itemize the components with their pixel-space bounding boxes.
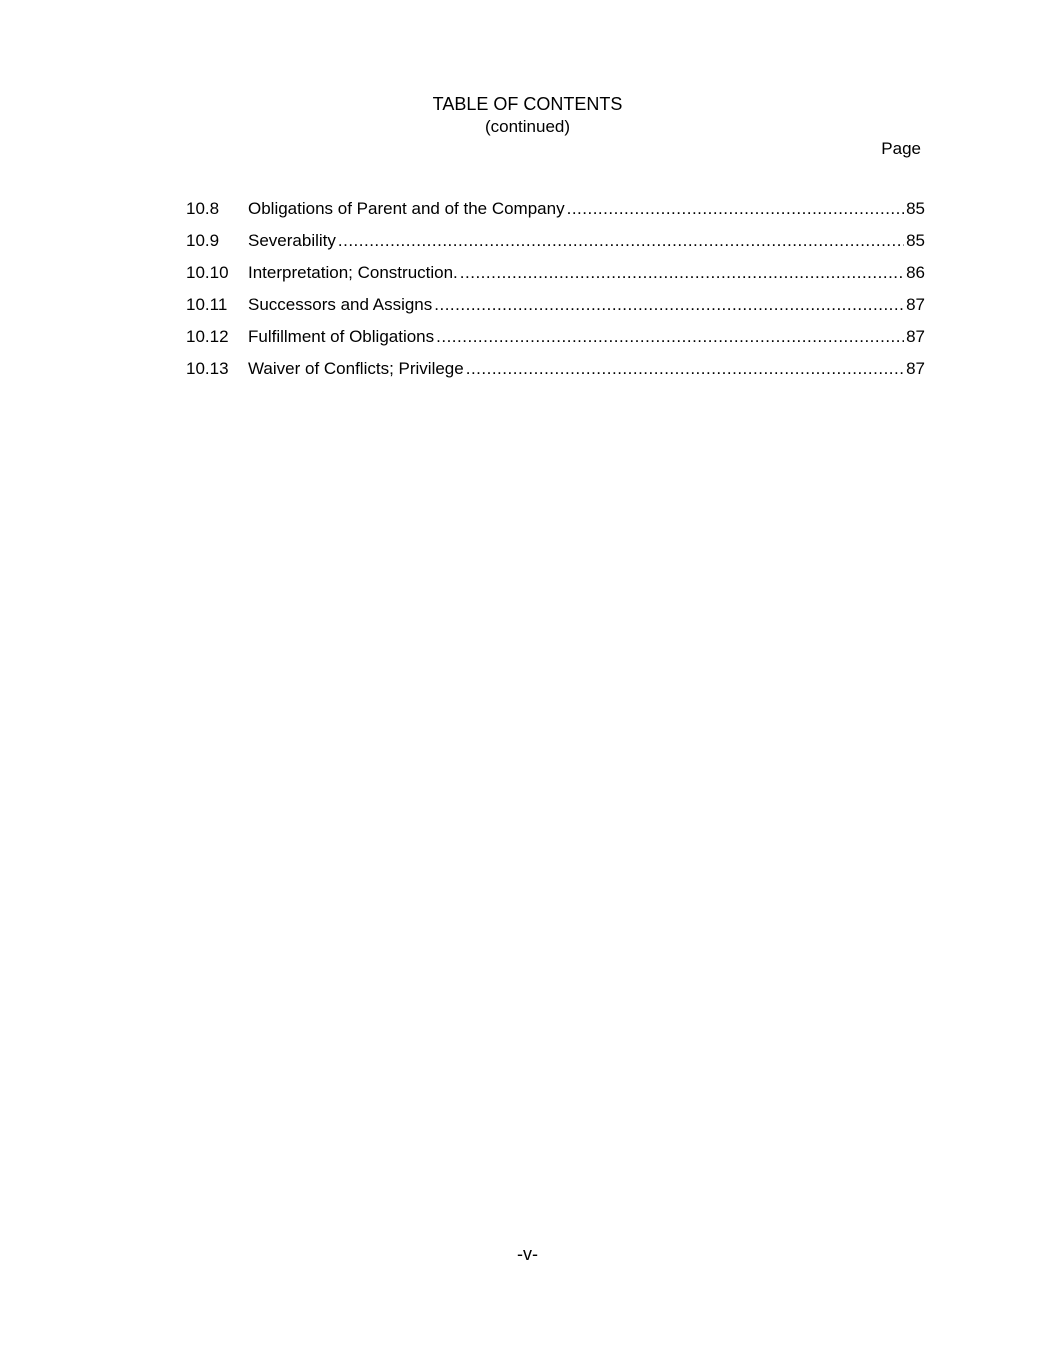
toc-entry-10-11[interactable] bbox=[186, 293, 925, 325]
toc-entry-body bbox=[248, 357, 925, 381]
toc-entry-10-8[interactable] bbox=[186, 197, 925, 229]
toc-entry-number: 10.12 bbox=[186, 327, 229, 346]
toc-entry-body bbox=[248, 293, 925, 317]
toc-entry-body bbox=[248, 325, 925, 349]
toc-entry-number: 10.13 bbox=[186, 359, 229, 378]
toc-entry-body bbox=[248, 197, 925, 221]
toc-entry-10-9[interactable] bbox=[186, 229, 925, 261]
page-number-footer: -v- bbox=[517, 1244, 538, 1264]
toc-entry-body bbox=[248, 261, 925, 285]
toc-entry-title[interactable]: Obligations of Parent and of the Company bbox=[248, 199, 565, 218]
toc-entry-10-10[interactable] bbox=[186, 261, 925, 293]
dot-leader bbox=[466, 357, 904, 381]
toc-subtitle: (continued) bbox=[484, 117, 571, 136]
toc-entry-page[interactable]: 86 bbox=[906, 263, 925, 282]
dot-leader bbox=[436, 325, 904, 349]
dot-leader bbox=[434, 293, 904, 317]
toc-entry-number: 10.11 bbox=[186, 295, 228, 314]
dot-leader bbox=[567, 197, 904, 221]
toc-entry-title[interactable]: Fulfillment of Obligations bbox=[248, 327, 435, 346]
toc-entry-title[interactable]: Successors and Assigns bbox=[248, 295, 433, 314]
toc-entry-page[interactable]: 85 bbox=[906, 231, 925, 250]
toc-entry-body bbox=[248, 229, 925, 253]
page-column-label: Page bbox=[881, 139, 921, 158]
toc-entry-page[interactable]: 87 bbox=[906, 327, 925, 346]
toc-title: TABLE OF CONTENTS bbox=[432, 94, 623, 114]
toc-entry-10-13[interactable] bbox=[186, 357, 925, 389]
dot-leader bbox=[338, 229, 904, 253]
toc-entry-page[interactable]: 87 bbox=[906, 359, 925, 378]
toc-entry-page[interactable]: 85 bbox=[906, 199, 925, 218]
toc-entry-page[interactable]: 87 bbox=[906, 295, 925, 314]
toc-entry-title[interactable]: Waiver of Conflicts; Privilege bbox=[248, 359, 464, 378]
toc-entry-number: 10.10 bbox=[186, 263, 229, 282]
toc-entry-number: 10.9 bbox=[186, 231, 220, 250]
toc-entry-number: 10.8 bbox=[186, 199, 220, 218]
dot-leader bbox=[460, 261, 904, 285]
toc-list bbox=[186, 197, 925, 389]
toc-entry-title[interactable]: Interpretation; Construction. bbox=[248, 263, 458, 282]
toc-entry-title[interactable]: Severability bbox=[248, 231, 336, 250]
toc-entry-10-12[interactable] bbox=[186, 325, 925, 357]
